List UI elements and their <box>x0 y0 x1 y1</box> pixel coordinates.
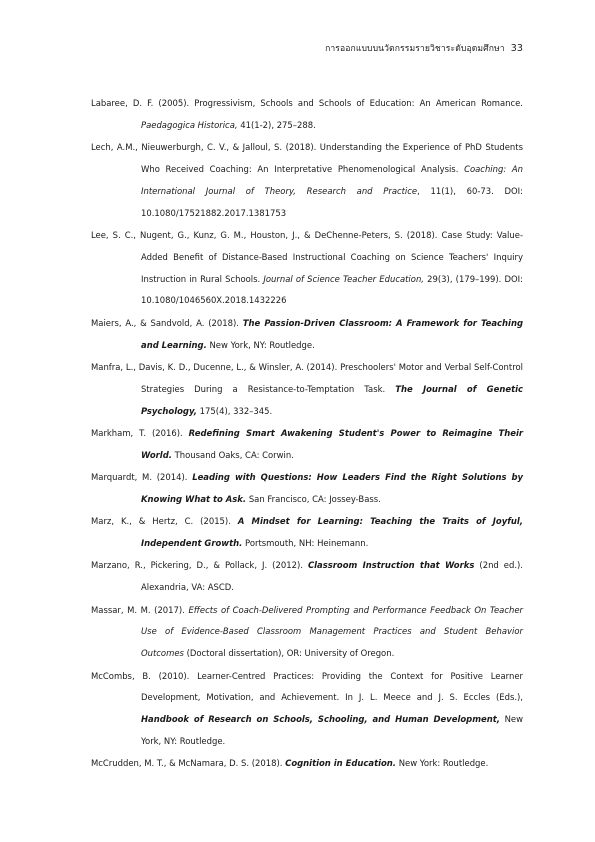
reference-text: Marquardt, M. (2014). <box>91 472 193 483</box>
reference-text: Manfra, L., Davis, K. D., Ducenne, L., & Winsler, A. (2014). Preschoolers' Motor and Verbal Self-Control Strategies During a Resistance-to-Temptation Task. <box>91 361 523 394</box>
reference-source-title: Coaching: An International Journal of Theory, Research and Practice <box>141 163 523 196</box>
page-number: 33 <box>510 43 523 54</box>
reference-details: 29(3), (179–199). DOI: 10.1080/1046560X.2018.1432226 <box>141 273 523 306</box>
reference-source-title: Classroom Instruction that Works <box>307 560 475 571</box>
reference-source-title: Handbook of Research on Schools, Schooling, and Human Development, <box>141 714 500 725</box>
reference-list <box>91 93 523 776</box>
reference-text: Massar, M. M. (2017). <box>91 604 189 615</box>
reference-entry <box>91 423 523 467</box>
reference-entry <box>91 357 523 422</box>
reference-text: McCrudden, M. T., & McNamara, D. S. (2018). <box>91 758 286 769</box>
reference-text: Marzano, R., Pickering, D., & Pollack, J. (2012). <box>91 560 308 571</box>
reference-text: Labaree, D. F. (2005). Progressivism, Schools and Schools of Education: An American Romance. <box>91 98 523 108</box>
reference-source-title: Journal of Science Teacher Education, <box>263 273 424 284</box>
reference-details: New York, NY: Routledge. <box>206 339 315 350</box>
reference-entry <box>91 555 523 599</box>
reference-entry <box>91 313 523 357</box>
reference-text: Maiers, A., & Sandvold, A. (2018). <box>91 317 243 328</box>
reference-source-title: Cognition in Education. <box>285 758 397 769</box>
reference-source-title: A Mindset for Learning: Teaching the Traits of Joyful, Independent Growth. <box>141 516 523 549</box>
reference-source-title: The Journal of Genetic Psychology, <box>141 383 523 416</box>
reference-entry <box>91 225 523 312</box>
reference-details: New York: Routledge. <box>396 758 489 769</box>
reference-details: , 11(1), 60-73. DOI: 10.1080/17521882.2017.1381753 <box>141 185 523 218</box>
reference-details: Thousand Oaks, CA: Corwin. <box>171 449 294 460</box>
reference-source-title: Effects of Coach-Delivered Prompting and Performance Feedback On Teacher Use of Evidence-Based Classroom Management Practices and Student Behavior Outcomes <box>141 604 523 659</box>
reference-entry <box>91 137 523 224</box>
reference-source-title: Paedagogica Historica, <box>141 119 238 130</box>
reference-source-title: The Passion-Driven Classroom: A Framework for Teaching and Learning. <box>141 317 523 350</box>
reference-text: Lee, S. C., Nugent, G., Kunz, G. M., Houston, J., & DeChenne-Peters, S. (2018). Case Study: Value-Added Benefit of Distance-Based Instructional Coaching on Science Teachers' Inquiry Instruction in Rural Schools. <box>91 229 523 284</box>
reference-details: New York, NY: Routledge. <box>141 714 523 747</box>
reference-details: Portsmouth, NH: Heinemann. <box>242 538 369 549</box>
reference-source-title: Redefining Smart Awakening Student's Power to Reimagine Their World. <box>141 427 523 460</box>
reference-source-title: Leading with Questions: How Leaders Find the Right Solutions by Knowing What to Ask. <box>141 472 523 504</box>
reference-entry <box>91 93 523 137</box>
reference-text: Markham, T. (2016). <box>91 427 189 438</box>
reference-details: (2nd ed.). Alexandria, VA: ASCD. <box>141 560 523 593</box>
running-header <box>325 41 523 55</box>
running-title: การออกแบบบนวัตกรรมรายวิชาระดับอุดมศึกษา <box>325 44 505 54</box>
reference-entry <box>91 600 523 665</box>
reference-details: San Francisco, CA: Jossey-Bass. <box>246 493 381 504</box>
reference-details: (Doctoral dissertation), OR: University of Oregon. <box>183 648 395 659</box>
reference-text: McCombs, B. (2010). Learner-Centred Practices: Providing the Context for Positive Learner Development, Motivation, and Achievement. In J. L. Meece and J. S. Eccles (Eds.), <box>91 670 523 703</box>
reference-details: 41(1-2), 275–288. <box>237 119 316 130</box>
reference-entry <box>91 511 523 555</box>
reference-text: Marz, K., & Hertz, C. (2015). <box>91 516 238 527</box>
reference-entry <box>91 467 523 511</box>
reference-details: 175(4), 332–345. <box>197 405 273 416</box>
reference-entry <box>91 753 523 775</box>
reference-text: Lech, A.M., Nieuwerburgh, C. V., & Jalloul, S. (2018). Understanding the Experience of PhD Students Who Received Coaching: An Interpretative Phenomenological Analysis. <box>91 142 523 174</box>
reference-entry <box>91 666 523 753</box>
